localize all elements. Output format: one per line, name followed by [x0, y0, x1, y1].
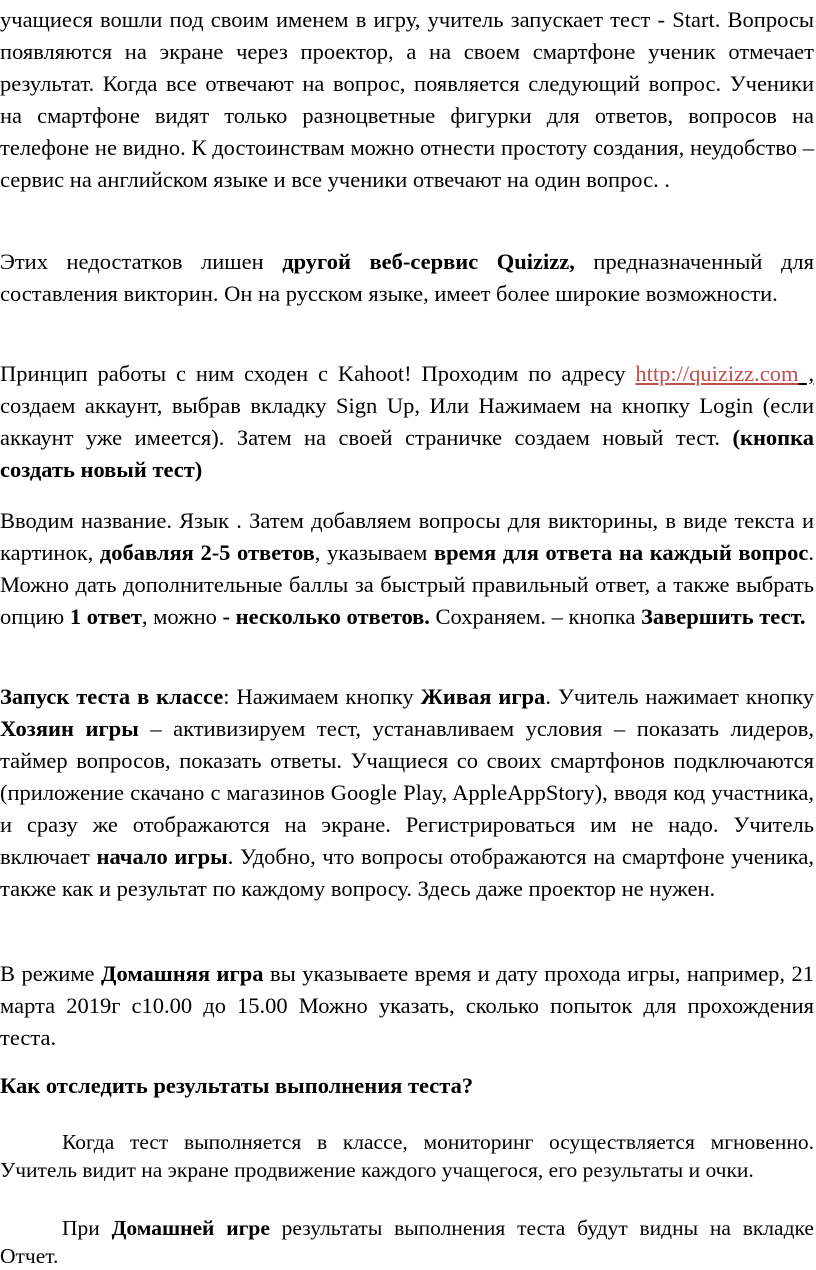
paragraph-home-game: [0, 958, 814, 1054]
paragraph-quizizz-intro: [0, 246, 814, 310]
paragraph-text: учащиеся вошли под своим именем в игру, учитель запускает тест - Start. Вопросы появляются на экране через проектор, а на своем смартфоне ученик отмечает результат. Когда все отвечают на вопрос, появляется следующий вопрос. Ученики на смартфоне видят только разноцветные фигурки для ответов, вопросов на телефоне не видно. К достоинствам можно отнести простоту создания, неудобство – сервис на английском языке и все ученики отвечают на один вопрос. .: [0, 7, 814, 192]
paragraph-how-to-start: [0, 358, 814, 486]
text-run: вы указываете время и дату прохода игры, например, 21 марта 2019г с10.00 до 15.00 Можно указать, сколько попыток для прохождения теста.: [0, 961, 815, 1050]
text-run: создаем аккаунт, выбрав вкладку Sign Up, Или Нажимаем на кнопку Login (если аккаунт уже имеется). Затем на своей страничке создаем новый тест.: [0, 393, 814, 450]
text-run: Сохраняем. – кнопка: [429, 604, 641, 629]
paragraph-text: Когда тест выполняется в классе, мониторинг осуществляется мгновенно. Учитель видит на экране продвижение каждого учащегося, его результаты и очки.: [0, 1130, 814, 1182]
bold-run: - несколько ответов.: [222, 604, 430, 629]
text-run: , можно: [141, 604, 223, 629]
text-run: . Можно дать дополнительные баллы за быстрый правильный ответ, а также выбрать опцию: [0, 540, 814, 629]
heading-text: Как отследить результаты выполнения теста?: [0, 1073, 474, 1098]
bold-run: начало игры: [96, 844, 228, 869]
text-run: Вводим название. Язык . Затем добавляем вопросы для викторины, в виде текста и картинок,: [0, 508, 814, 565]
paragraph-class-launch: [0, 681, 814, 905]
bold-run: Домашней игре: [111, 1216, 270, 1240]
bold-run: Запуск теста в классе: [0, 684, 224, 709]
paragraph-kahoot-description: [0, 4, 814, 196]
text-run: При: [62, 1216, 112, 1240]
quizizz-link[interactable]: http://quizizz.com: [635, 361, 799, 386]
section-heading: [0, 1070, 814, 1102]
bold-run: (кнопка создать новый тест): [0, 425, 814, 482]
text-run: . Учитель нажимает кнопку: [545, 684, 815, 709]
text-run: – активизируем тест, устанавливаем условия – показать лидеров, таймер вопросов, показать ответы. Учащиеся со своих смартфонов подключаются (приложение скачано с магазинов Google Play, AppleAppStory), вводя код участника, и сразу же отображаются на экране. Регистрироваться им не надо. Учитель включает: [0, 716, 815, 869]
bold-run: Хозяин игры: [0, 716, 139, 741]
bold-run: Завершить тест.: [640, 604, 806, 629]
bold-run: добавляя 2-5 ответов: [99, 540, 315, 565]
text-run: Принцип работы с ним сходен с Kahoot! Проходим по адресу: [0, 361, 636, 386]
paragraph-home-report: [0, 1214, 814, 1270]
text-run: . Удобно, что вопросы отображаются на смартфоне ученика, также как и результат по каждому вопросу. Здесь даже проектор не нужен.: [0, 844, 815, 901]
bold-run: время для ответа на каждый вопрос: [434, 540, 809, 565]
text-run: Этих недостатков лишен: [0, 249, 283, 274]
paragraph-class-monitoring: [0, 1128, 814, 1184]
text-run: : Нажимаем кнопку: [223, 684, 421, 709]
bold-run: Домашняя игра: [101, 961, 264, 986]
text-run: , указываем: [314, 540, 434, 565]
text-run: В режиме: [0, 961, 102, 986]
bold-run: 1 ответ: [69, 604, 142, 629]
text-run: предназначенный для составления викторин. Он на русском языке, имеет более широкие возможности.: [0, 249, 814, 306]
text-run: результаты выполнения теста будут видны на вкладке Отчет.: [0, 1216, 814, 1268]
paragraph-create-questions: [0, 505, 814, 633]
bold-run: Живая игра: [420, 684, 546, 709]
bold-run: другой веб-сервис Quizizz,: [282, 249, 575, 274]
underlined-run: ,: [798, 361, 814, 386]
